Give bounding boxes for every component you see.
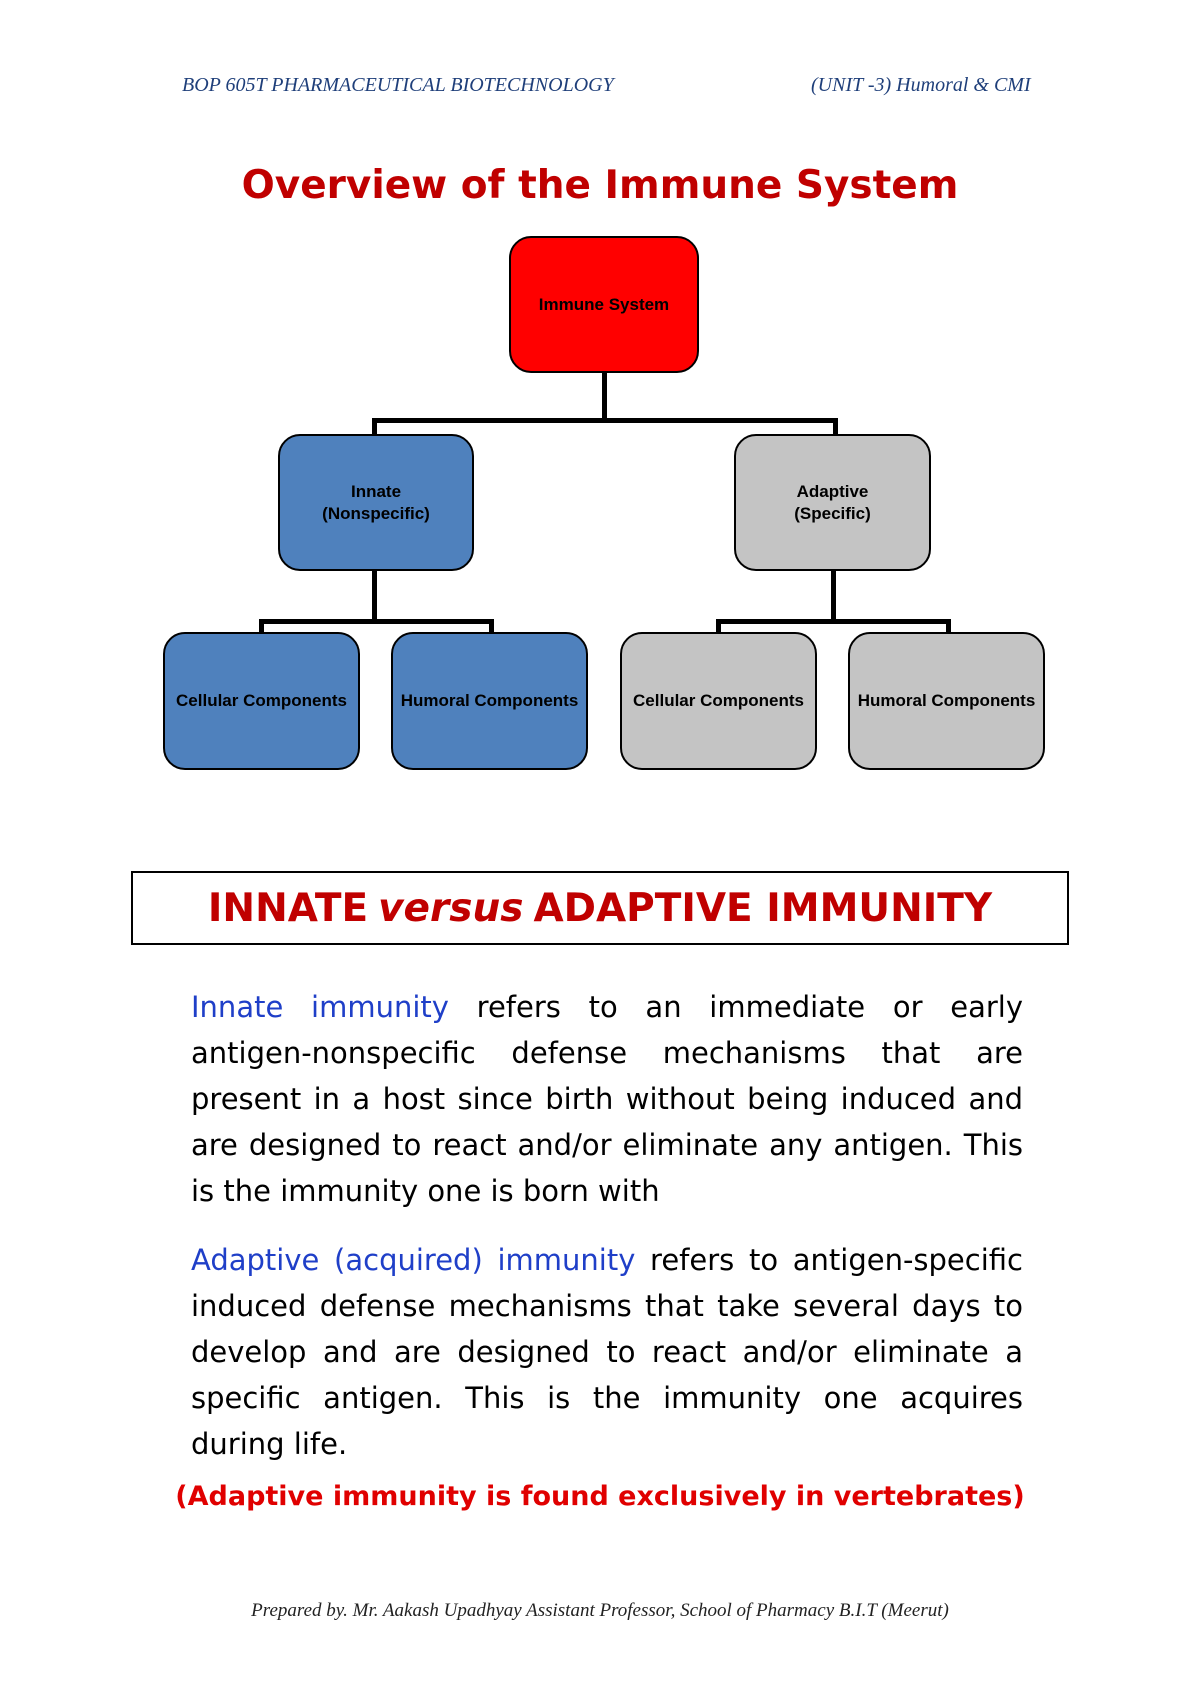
innate-paragraph [191, 984, 1023, 1214]
course-code: BOP 605T PHARMACEUTICAL BIOTECHNOLOGY [182, 74, 614, 96]
connector [372, 418, 838, 423]
vertebrates-note: (Adaptive immunity is found exclusively in vertebrates) [175, 1481, 1025, 1512]
adaptive-paragraph [191, 1237, 1023, 1467]
title-adaptive: ADAPTIVE IMMUNITY [533, 885, 993, 931]
node-immune-system: Immune System [509, 236, 699, 373]
section-title-box [131, 871, 1069, 945]
connector [259, 619, 494, 624]
title-versus: versus [378, 885, 524, 931]
title-innate: INNATE [207, 885, 369, 931]
innate-term: Innate immunity [191, 990, 449, 1024]
connector [602, 373, 607, 420]
node-adaptive-cellular: Cellular Components [620, 632, 817, 770]
immune-system-diagram [0, 0, 1200, 800]
node-innate-cellular: Cellular Components [163, 632, 360, 770]
node-adaptive-humoral: Humoral Components [848, 632, 1045, 770]
connector [831, 571, 836, 621]
adaptive-term: Adaptive (acquired) immunity [191, 1243, 636, 1277]
innate-definition: refers to an immediate or early antigen-nonspecific defense mechanisms that are present in a host since birth without being induced and are designed to react and/or eliminate any antigen. This is the immunity one is born with [191, 990, 1024, 1208]
node-adaptive: Adaptive (Specific) [734, 434, 931, 571]
overview-title: Overview of the Immune System [241, 163, 959, 208]
adaptive-definition: refers to antigen-specific induced defense mechanisms that take several days to develop and are designed to react and/or eliminate a specific antigen. This is the immunity one acquires during life. [191, 1243, 1023, 1461]
connector [716, 619, 951, 624]
node-innate: Innate (Nonspecific) [278, 434, 474, 571]
node-innate-humoral: Humoral Components [391, 632, 588, 770]
unit-label: (UNIT -3) Humoral & CMI [811, 74, 1031, 96]
connector [372, 571, 377, 621]
page-footer: Prepared by. Mr. Aakash Upadhyay Assistant Professor, School of Pharmacy B.I.T (Meerut) [251, 1600, 949, 1621]
